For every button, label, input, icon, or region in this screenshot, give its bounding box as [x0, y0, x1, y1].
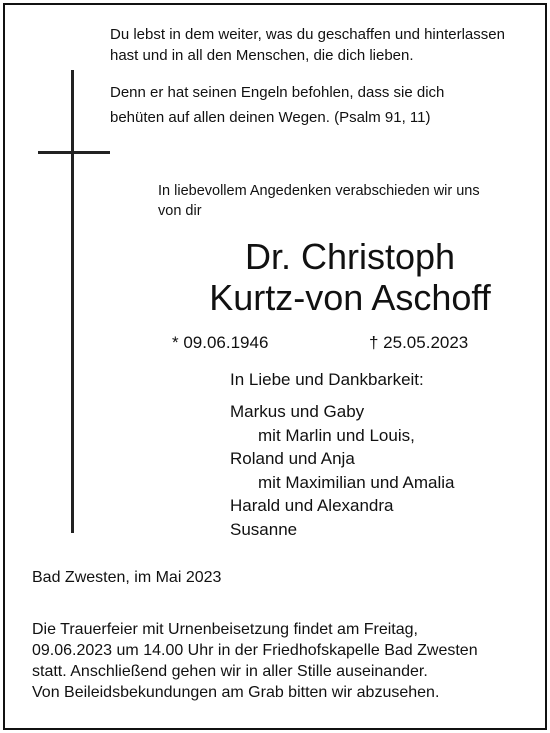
- mourners-heading: In Liebe und Dankbarkeit:: [230, 370, 424, 389]
- intro-line: von dir: [158, 203, 202, 219]
- mourner-line: mit Maximilian und Amalia: [258, 472, 455, 492]
- mourner-line: Susanne: [230, 519, 298, 539]
- notice-line: statt. Anschließend gehen wir in aller Stille auseinander.: [32, 663, 428, 680]
- notice-line: 09.06.2023 um 14.00 Uhr in der Friedhofskapelle Bad Zwesten: [32, 642, 478, 659]
- deceased-name: [150, 236, 550, 318]
- name-line: Kurtz-von Aschoff: [209, 277, 491, 318]
- intro-line: In liebevollem Angedenken verabschieden wir uns: [158, 183, 480, 199]
- notice-line: Von Beileidsbekundungen am Grab bitten wir abzusehen.: [32, 684, 440, 701]
- mourner-line: Markus und Gaby: [230, 402, 365, 421]
- funeral-notice: [32, 619, 532, 703]
- quote-line: Denn er hat seinen Engeln befohlen, dass sie dich: [110, 84, 445, 101]
- cross-icon-horizontal: [38, 151, 110, 154]
- mourners-list: [230, 400, 455, 541]
- mourner-line: Harald und Alexandra: [230, 496, 394, 515]
- cross-icon-vertical: [71, 70, 74, 533]
- quote-line: hast und in all den Menschen, die dich lieben.: [110, 47, 414, 64]
- birth-date: * 09.06.1946: [172, 333, 269, 352]
- name-line: Dr. Christoph: [244, 236, 456, 277]
- mourner-line: Roland und Anja: [230, 449, 355, 468]
- death-date: † 25.05.2023: [369, 333, 469, 352]
- farewell-intro: [158, 181, 528, 221]
- place-date: Bad Zwesten, im Mai 2023: [32, 569, 222, 586]
- notice-line: Die Trauerfeier mit Urnenbeisetzung findet am Freitag,: [32, 621, 418, 638]
- mourner-line: mit Marlin und Louis,: [258, 425, 415, 445]
- psalm-quote: [110, 80, 530, 130]
- quote-line: Du lebst in dem weiter, was du geschaffen und hinterlassen: [110, 26, 505, 43]
- quote-line: behüten auf allen deinen Wegen. (Psalm 91, 11): [110, 109, 431, 126]
- memorial-quote: [110, 24, 530, 66]
